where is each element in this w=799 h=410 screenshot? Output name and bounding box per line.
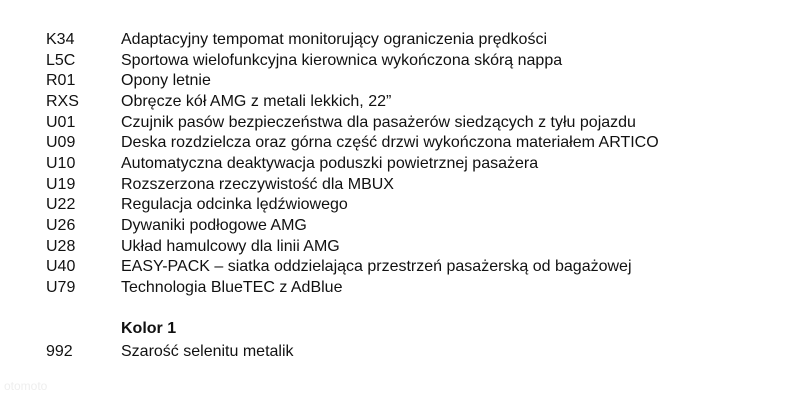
option-code: L5C (46, 52, 76, 69)
option-code: U09 (46, 134, 76, 151)
option-row (0, 29, 799, 50)
watermark-logo: otomoto (4, 379, 48, 393)
option-description: Automatyczna deaktywacja poduszki powietrznej pasażera (121, 155, 539, 172)
option-description: Czujnik pasów bezpieczeństwa dla pasażerów siedzących z tyłu pojazdu (121, 114, 636, 131)
option-description: Opony letnie (121, 72, 211, 89)
option-row (0, 153, 799, 174)
option-description: Układ hamulcowy dla linii AMG (121, 238, 340, 255)
option-code: U26 (46, 217, 76, 234)
option-code: RXS (46, 93, 79, 110)
option-row (0, 91, 799, 112)
option-description: Dywaniki podłogowe AMG (121, 217, 307, 234)
option-row (0, 277, 799, 298)
option-code: U01 (46, 114, 76, 131)
option-description: EASY-PACK – siatka oddzielająca przestrzeń pasażerską od bagażowej (121, 258, 632, 275)
option-description: Technologia BlueTEC z AdBlue (121, 279, 343, 296)
option-code: K34 (46, 31, 75, 48)
color-section-title: Kolor 1 (121, 320, 177, 337)
option-description: Rozszerzona rzeczywistość dla MBUX (121, 176, 394, 193)
option-description: Deska rozdzielcza oraz górna część drzwi wykończona materiałem ARTICO (121, 134, 659, 151)
option-code: U28 (46, 238, 76, 255)
option-row (0, 256, 799, 277)
option-row (0, 132, 799, 153)
color-description: Szarość selenitu metalik (121, 343, 294, 360)
option-code: R01 (46, 72, 76, 89)
option-description: Regulacja odcinka lędźwiowego (121, 196, 348, 213)
option-row (0, 70, 799, 91)
option-row (0, 174, 799, 195)
option-row (0, 215, 799, 236)
option-row (0, 236, 799, 257)
option-code: U79 (46, 279, 76, 296)
option-code: U22 (46, 196, 76, 213)
option-code: U10 (46, 155, 76, 172)
option-description: Adaptacyjny tempomat monitorujący ograniczenia prędkości (121, 31, 547, 48)
option-row (0, 50, 799, 71)
option-description: Obręcze kół AMG z metali lekkich, 22” (121, 93, 392, 110)
option-code: U19 (46, 176, 76, 193)
option-code: U40 (46, 258, 76, 275)
option-description: Sportowa wielofunkcyjna kierownica wykończona skórą nappa (121, 52, 563, 69)
color-code: 992 (46, 343, 73, 360)
color-row (0, 341, 799, 362)
option-row (0, 112, 799, 133)
option-row (0, 194, 799, 215)
